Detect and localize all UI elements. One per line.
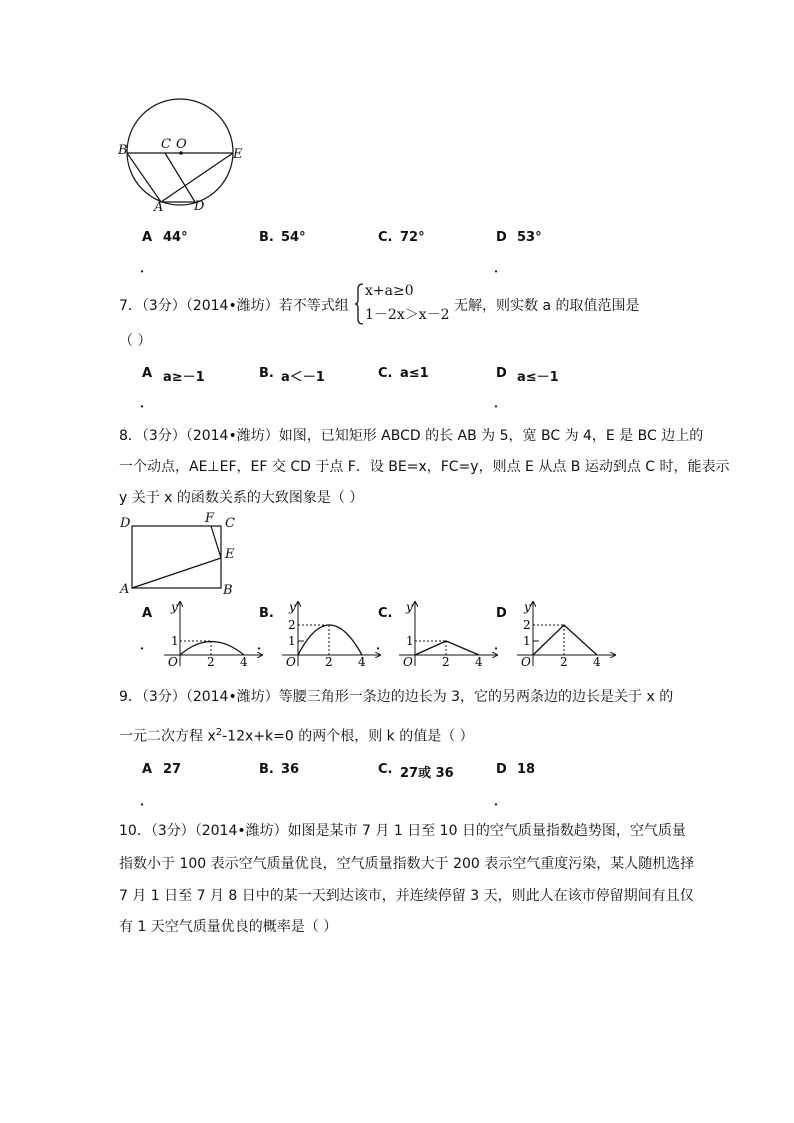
q6-option-a-dot: ． bbox=[140, 261, 154, 276]
q6-chord-cd bbox=[165, 153, 195, 202]
q8-option-c-letter: C. bbox=[378, 606, 393, 621]
q8-graph-d-y-label: y bbox=[524, 600, 531, 614]
q8-rectangle-figure bbox=[125, 520, 235, 595]
q7-paren: （ ） bbox=[119, 333, 152, 349]
q7-option-d-letter: D bbox=[496, 366, 507, 381]
q7-suffix: 无解，则实数 a 的取值范围是 bbox=[454, 298, 640, 314]
q7-option-b-letter: B. bbox=[259, 366, 274, 381]
q6-chord-ba bbox=[127, 153, 161, 202]
q10-line2: 指数小于 100 表示空气质量优良，空气质量指数大于 200 表示空气重度污染，某人随机选择 bbox=[119, 856, 695, 872]
q6-option-c-text: 72° bbox=[400, 230, 425, 245]
q6-label-a: A bbox=[154, 200, 164, 215]
q8-graph-c-four: 4 bbox=[475, 655, 483, 669]
q10-line4: 有 1 天空气质量优良的概率是（ ） bbox=[119, 919, 338, 935]
q7-system-line1: x+a≥0 bbox=[365, 283, 414, 299]
q8-graph-b-four: 4 bbox=[358, 655, 366, 669]
q8-label-f: F bbox=[205, 511, 215, 526]
q6-chord-ae bbox=[161, 153, 233, 202]
q6-label-d: D bbox=[194, 199, 205, 214]
q8-segment-ae bbox=[132, 558, 221, 588]
q9-line1: 9．（3分）（2014•潍坊）等腰三角形一条边的边长为 3，它的另两条边的边长是关于 x 的 bbox=[119, 689, 674, 705]
q6-option-c-letter: C. bbox=[378, 230, 393, 245]
q9-line2 bbox=[119, 722, 474, 748]
q8-label-d: D bbox=[120, 516, 131, 531]
q8-graph-d-two: 2 bbox=[560, 655, 568, 669]
q8-graph-a-two: 2 bbox=[207, 655, 215, 669]
q8-graph-a-four: 4 bbox=[240, 655, 248, 669]
q8-option-c-dot: ． bbox=[376, 638, 390, 653]
q9-line2-sup: 2 bbox=[215, 727, 223, 738]
q8-rectangle bbox=[132, 526, 221, 588]
q8-option-d-letter: D bbox=[496, 606, 507, 621]
q7-option-a-text: a≥－1 bbox=[163, 370, 205, 385]
q7-option-b-text: a＜－1 bbox=[281, 370, 325, 385]
q6-label-e: E bbox=[233, 147, 243, 162]
q9-option-d-letter: D bbox=[496, 762, 507, 777]
q8-option-b-letter: B. bbox=[259, 606, 274, 621]
q8-option-a-dot: ． bbox=[140, 638, 154, 653]
q9-line2-pre: 一元二次方程 x bbox=[119, 728, 216, 745]
q9-option-a-letter: A bbox=[142, 762, 153, 777]
q9-line2-post: -12x+k=0 的两个根，则 k 的值是（ ） bbox=[222, 728, 474, 745]
q7-option-d-text: a≤－1 bbox=[517, 370, 559, 385]
q8-graph-c-y-label: y bbox=[406, 600, 413, 614]
q7-option-a-letter: A bbox=[142, 366, 153, 381]
q9-option-b-letter: B. bbox=[259, 762, 274, 777]
q8-graph-b-two-y: 2 bbox=[288, 618, 296, 632]
q7-option-c-letter: C. bbox=[378, 366, 393, 381]
q6-option-d-dot: ． bbox=[494, 261, 508, 276]
q9-option-c-text: 27或 36 bbox=[400, 766, 454, 781]
q8-segment-ef bbox=[211, 526, 221, 558]
q8-graph-d-four: 4 bbox=[593, 655, 601, 669]
q8-graph-c-two: 2 bbox=[442, 655, 450, 669]
q6-label-o: O bbox=[176, 137, 187, 152]
q6-option-d-letter: D bbox=[496, 230, 507, 245]
q8-graph-a-origin: O bbox=[168, 655, 178, 669]
q8-graph-b-two: 2 bbox=[325, 655, 333, 669]
q8-option-a-letter: A bbox=[142, 606, 153, 621]
q8-label-a: A bbox=[120, 582, 130, 597]
q6-label-b: B bbox=[118, 143, 128, 158]
q8-graph-a-one: 1 bbox=[171, 634, 179, 648]
q8-graph-a bbox=[160, 598, 265, 670]
q8-graph-b bbox=[278, 598, 383, 670]
q9-option-a-text: 27 bbox=[163, 762, 182, 777]
q8-line1: 8．（3分）（2014•潍坊）如图，已知矩形 ABCD 的长 AB 为 5，宽 BC 为 4，E 是 BC 边上的 bbox=[119, 428, 704, 444]
q7-system-line2: 1－2x＞x－2 bbox=[365, 307, 450, 323]
q7-prefix: 7．（3分）（2014•潍坊）若不等式组 bbox=[119, 298, 349, 314]
q9-option-d-dot: ． bbox=[494, 794, 508, 809]
q6-option-a-letter: A bbox=[142, 230, 153, 245]
q8-label-c: C bbox=[225, 516, 235, 531]
q8-graph-d-one: 1 bbox=[523, 634, 531, 648]
q8-graph-d-two-y: 2 bbox=[523, 618, 531, 632]
q8-line2: 一个动点，AE⊥EF，EF 交 CD 于点 F．设 BE=x，FC=y，则点 E 从点 B 运动到点 C 时，能表示 bbox=[119, 459, 730, 475]
q8-graph-c-origin: O bbox=[403, 655, 413, 669]
q8-graph-d bbox=[513, 598, 618, 670]
q8-option-b-dot: ． bbox=[257, 638, 271, 653]
q8-line3: y 关于 x 的函数关系的大致图象是（ ） bbox=[119, 490, 364, 506]
q6-option-b-letter: B. bbox=[259, 230, 274, 245]
q7-option-a-dot: ． bbox=[140, 396, 154, 411]
q8-graph-a-y-label: y bbox=[171, 600, 178, 614]
q8-label-b: B bbox=[223, 583, 233, 598]
q10-line3: 7 月 1 日至 7 月 8 日中的某一天到达该市，并连续停留 3 天，则此人在该市停留期间有且仅 bbox=[119, 888, 694, 904]
q9-option-d-text: 18 bbox=[517, 762, 536, 777]
q9-option-b-text: 36 bbox=[281, 762, 300, 777]
q9-option-a-dot: ． bbox=[140, 794, 154, 809]
q9-option-c-letter: C. bbox=[378, 762, 393, 777]
q6-option-a-text: 44° bbox=[163, 230, 188, 245]
q6-label-c: C bbox=[161, 137, 171, 152]
q6-circle-figure bbox=[115, 95, 250, 220]
q6-option-b-text: 54° bbox=[281, 230, 306, 245]
q8-graph-d-origin: O bbox=[521, 655, 531, 669]
q8-graph-c-one: 1 bbox=[406, 634, 414, 648]
q8-label-e: E bbox=[225, 547, 235, 562]
q10-line1: 10．（3分）（2014•潍坊）如图是某市 7 月 1 日至 10 日的空气质量指数趋势图，空气质量 bbox=[119, 823, 686, 839]
q8-graph-c bbox=[395, 598, 500, 670]
q8-option-d-dot: ． bbox=[494, 638, 508, 653]
q8-graph-b-one: 1 bbox=[288, 634, 296, 648]
q8-graph-b-y-label: y bbox=[289, 600, 296, 614]
q7-option-d-dot: ． bbox=[494, 396, 508, 411]
q6-option-d-text: 53° bbox=[517, 230, 542, 245]
q7-option-c-text: a≤1 bbox=[400, 366, 429, 381]
q7-brace bbox=[354, 283, 364, 325]
q8-graph-b-origin: O bbox=[286, 655, 296, 669]
